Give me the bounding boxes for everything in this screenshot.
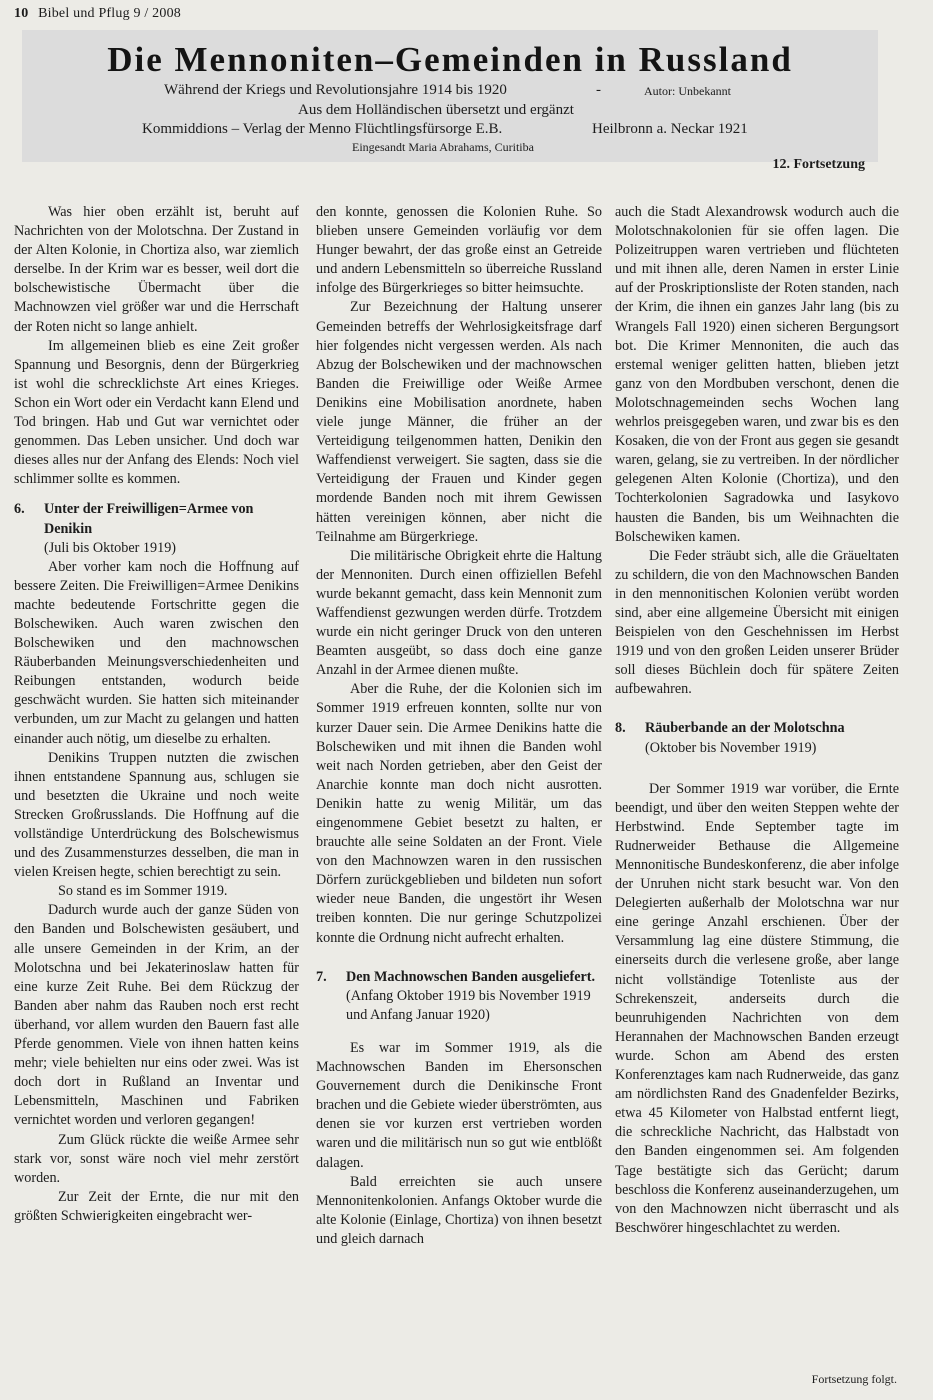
paragraph: Die Feder sträubt sich, alle die Gräueltaten zu schildern, die von den Machnowschen Banden in den mennonitischen Kolonien verübt worden sind, aber eine allgemeine Übersicht mit einigen Beispielen von den Geschehnissen im Herbst 1919 und von den großen Leiden unserer Brüder soll dieses Büchlein doch für spätere Zeiten aufbewahren. xyxy=(615,547,899,698)
masthead-dash: - xyxy=(596,82,601,98)
paragraph: Der Sommer 1919 war vorüber, die Ernte beendigt, und über den weiten Steppen wehte der Herbstwind. Ende September tagte im Rudnerweider Bethause die Allgemeine Mennonitische Bundeskonferenz, die aber infolge der Unruhen nicht stark besucht war. Von den Delegierten außerhalb der Molotschna war nur eine geringe Anzahl erschienen. Über der Versammlung lag eine düstere Stimmung, die einerseits durch die verlesene große, aber lange nicht vollständige Totenliste aus der Schrekenszeit, anderseits durch die beunruhigenden Nachrichten von dem Herannahen der Machnowschen Banden erzeugt wurde. Schon am Abend des ersten Konferenztages kam nach Rudnerweide, das ganz am nördlichsten Rand des Gnadenfelder Bezirks, etwa 45 Kilometer von Halbstad entfernt liegt, die schreckliche Nachricht, das Halbstadt von den Banden eingenommen sei. Am folgenden Tage bestätigte sich das Gerücht; darum beschloss die Konferenz auseinanderzugehen, um von den Machnowzen nicht überrascht und als Beschwörer hingeschlachtet zu werden. xyxy=(615,780,899,1236)
section-title: Den Machnowschen Banden ausgeliefert. xyxy=(346,968,596,985)
paragraph: Denikins Truppen nutzten die zwischen ihnen entstandene Spannung aus, schlugen sie und besetzten die Ukraine und noch weite Strecken Großrusslands. Die Hoffnung auf die vollständige Unterdrückung des Bolschewismus und des Zusammensturzes desselben, die man in vielen Kreisen hegte, schien berechtigt zu sein. xyxy=(14,749,299,881)
masthead-line-3: Kommiddions – Verlag der Menno Flüchtlingsfürsorge E.B. xyxy=(142,121,503,137)
column-2 xyxy=(316,203,602,1249)
section-subtitle: (Oktober bis November 1919) xyxy=(645,739,817,756)
running-header xyxy=(14,6,181,22)
paragraph: Zur Zeit der Ernte, die nur mit den größten Schwierigkeiten eingebracht wer- xyxy=(14,1188,299,1224)
masthead-line-2: Aus dem Holländischen übersetzt und ergänzt xyxy=(298,102,574,118)
section-title: Unter der Freiwilligen=Armee von Denikin xyxy=(44,501,254,537)
section-number: 7. xyxy=(316,968,327,985)
masthead-sent-by: Eingesandt Maria Abrahams, Curitiba xyxy=(352,140,534,154)
section-subtitle: (Anfang Oktober 1919 bis November 1919 und Anfang Januar 1920) xyxy=(346,987,591,1023)
paragraph: Im allgemeinen blieb es eine Zeit großer Spannung und Besorgnis, denn der Bürgerkrieg ist wohl die schrecklichste Art eines Krieges. Schon ein Wort oder ein Verdacht kann Elend und Tod bringen. Hab und Gut war vernichtet oder genommen. Das Leben unsicher. Und doch war dieses alles nur der Anfang des Elends: Noch viel schlimmer sollte es kommen. xyxy=(14,337,299,488)
spacer xyxy=(615,758,899,780)
continued-note: Fortsetzung folgt. xyxy=(811,1372,897,1386)
masthead-place: Heilbronn a. Neckar 1921 xyxy=(592,121,748,137)
section-subtitle: (Juli bis Oktober 1919) xyxy=(44,539,177,556)
masthead-line-1: Während der Kriegs und Revolutionsjahre 1914 bis 1920 xyxy=(164,82,507,98)
section-heading-7 xyxy=(316,968,602,987)
installment-label: 12. Fortsetzung xyxy=(772,157,865,172)
paragraph: So stand es im Sommer 1919. xyxy=(58,883,228,900)
section-heading-8 xyxy=(615,719,899,738)
column-1 xyxy=(14,203,299,1226)
article-title: Die Mennoniten–Gemeinden in Russland xyxy=(107,40,793,79)
page-number: 10 xyxy=(14,6,29,21)
spacer xyxy=(316,1025,602,1039)
paragraph: Zur Bezeichnung der Haltung unserer Gemeinden betreffs der Wehrlosigkeitsfrage darf hier folgendes nicht vergessen werden. Als nach Abzug der Bolschewiken und der machnowschen Banden die Freiwillige oder Weiße Armee Denikins eine Mobilisation anordnete, haben viele junge Männer, die früher an der Verteidigung teilgenommen hatten, Denikin den Waffendienst verweigert. Sie sagten, dass sie die Verteidigung der Frauen und Kinder gegen mordende Banden noch mit ihrem Gewissen hätten vereinigen können, aber nicht die Teilnahme am Bürgerkriege. xyxy=(316,299,602,545)
section-number: 8. xyxy=(615,720,626,737)
paragraph: Bald erreichten sie auch unsere Mennonitenkolonien. Anfangs Oktober wurde die alte Kolonie (Einlage, Chortiza) von ihnen besetzt und gleich darnach xyxy=(316,1173,602,1247)
paragraph: Zum Glück rückte die weiße Armee sehr stark vor, sonst wäre noch viel mehr zerstört worden. xyxy=(14,1131,299,1186)
paragraph: Aber vorher kam noch die Hoffnung auf bessere Zeiten. Die Freiwilligen=Armee Denikins machte bedeutende Fortschritte gegen die Bolschewiken. Auch waren zwischen den Bolschewiken und den machnowschen Räuberbanden Meinungsverschiedenheiten und Reibungen entstanden, wodurch beide geschwächt wurden. Sie hatten sich miteinander verbunden, um zur Macht zu gelangen und hatten einander auch nötig, um dieselbe zu erhalten. xyxy=(14,558,299,747)
paragraph: auch die Stadt Alexandrowsk wodurch auch die Molotschnakolonien für sie offen lagen. Die Polizeitruppen waren vertrieben und flüchteten und mit ihnen alle, deren Namen in erster Linie auf der Proskriptionsliste der Roten standen, nach der Krim, die ihnen ein ganzes Jahr lang (bis zu Wrangels Fall 1920) einen sicheren Bergungsort bot. Die Krimer Mennoniten, die auch das erstemal weniger gelitten hatten, blieben jetzt ganz von den Mordbuben verschont, denen die Molotschnagemeinden sechs Wochen lang wehrlos preisgegeben waren, und zwar bis es den Kosaken, die von der Front aus gegen sie gesandt waren, gelang, sie zu vertreiben. In der nördlicher gelegenen Alten Kolonie (Chortiza), und den Tochterkolonien Sagradowka und Iasykovo hausten die Banden, bis um Weihnachten die Bolschewiken kamen. xyxy=(615,204,899,545)
paragraph: den konnte, genossen die Kolonien Ruhe. So blieben unsere Gemeinden vorläufig vor dem Hunger bewahrt, der das große einst an Getreide und andern Lebensmitteln so überreiche Russland infolge des Bürgerkrieges so bitter heimsuchte. xyxy=(316,204,602,297)
publication-name: Bibel und Pflug 9 / 2008 xyxy=(38,6,181,21)
masthead-author: Autor: Unbekannt xyxy=(644,84,731,98)
section-title: Räuberbande an der Molotschna xyxy=(645,720,845,737)
paragraph: Aber die Ruhe, der die Kolonien sich im Sommer 1919 erfreuen konnten, sollte nur von kurzer Dauer sein. Die Armee Denikins hatte die Bolschewiken und mit ihnen die Banden wohl weit nach Norden getrieben, aber den Geist der Anarchie konnte man doch nicht ausrotten. Denikin hatte zu wenig Militär, um das eingenommene Gebiet besetzt zu halten, er brauchte alle seine Soldaten an der Front. Viele von den Machnowzen waren in den russischen Dörfern zurückgeblieben und bildeten nun sofort wieder neue Banden, die ungestört ihr Wesen treiben konnten. Die nur geringe Schutzpolizei konnte die Ordnung nicht aufrecht erhalten. xyxy=(316,681,602,946)
paragraph: Dadurch wurde auch der ganze Süden von den Banden und Bolschewisten gesäubert, und alle unsere Gemeinden in der Krim, an der Molotschna und bei Jekaterinoslaw hatten für eine kurze Zeit Ruhe. Bei dem Rückzug der Banden aber nahm das Rauben noch erst recht überhand, vor allem wurden den Bauern fast alle Pferde genommen. Viele von ihnen hatten keins mehr; viele behielten nur eins oder zwei. Was ist doch dort in Rußland an Inventar und Lebensmitteln, Maschinen und Fabriken vernichtet worden und verloren gegangen! xyxy=(14,902,299,1129)
section-heading-6 xyxy=(14,500,299,538)
masthead xyxy=(22,30,878,162)
paragraph: Die militärische Obrigkeit ehrte die Haltung der Mennoniten. Durch einen offiziellen Befehl wurde bekannt gemacht, dass kein Mennonit zum Waffendienst gezwungen werden dürfe. Trotzdem wurde ein nicht geringer Druck von den unteren Beamten ausgeübt, so dass doch eine ganze Anzahl in der Armee dienen mußte. xyxy=(316,547,602,679)
paragraph: Was hier oben erzählt ist, beruht auf Nachrichten von der Molotschna. Der Zustand in der Alten Kolonie, in Chortiza also, war ziemlich derselbe. In der Krim war es besser, weil dort die bolschewistische Übermacht über die Machnowzen viel größer war und die Herrschaft der Roten nicht so lange anhielt. xyxy=(14,204,299,335)
column-3 xyxy=(615,203,899,1238)
paragraph: Es war im Sommer 1919, als die Machnowschen Banden im Ehersonschen Gouvernement durch die Denikinsche Front brachen und die Gebiete wieder überströmten, aus denen sie vor kurzen erst vertrieben worden waren und die militärisch nun so gut wie entblößt dalagen. xyxy=(316,1039,602,1171)
section-number: 6. xyxy=(14,501,25,518)
